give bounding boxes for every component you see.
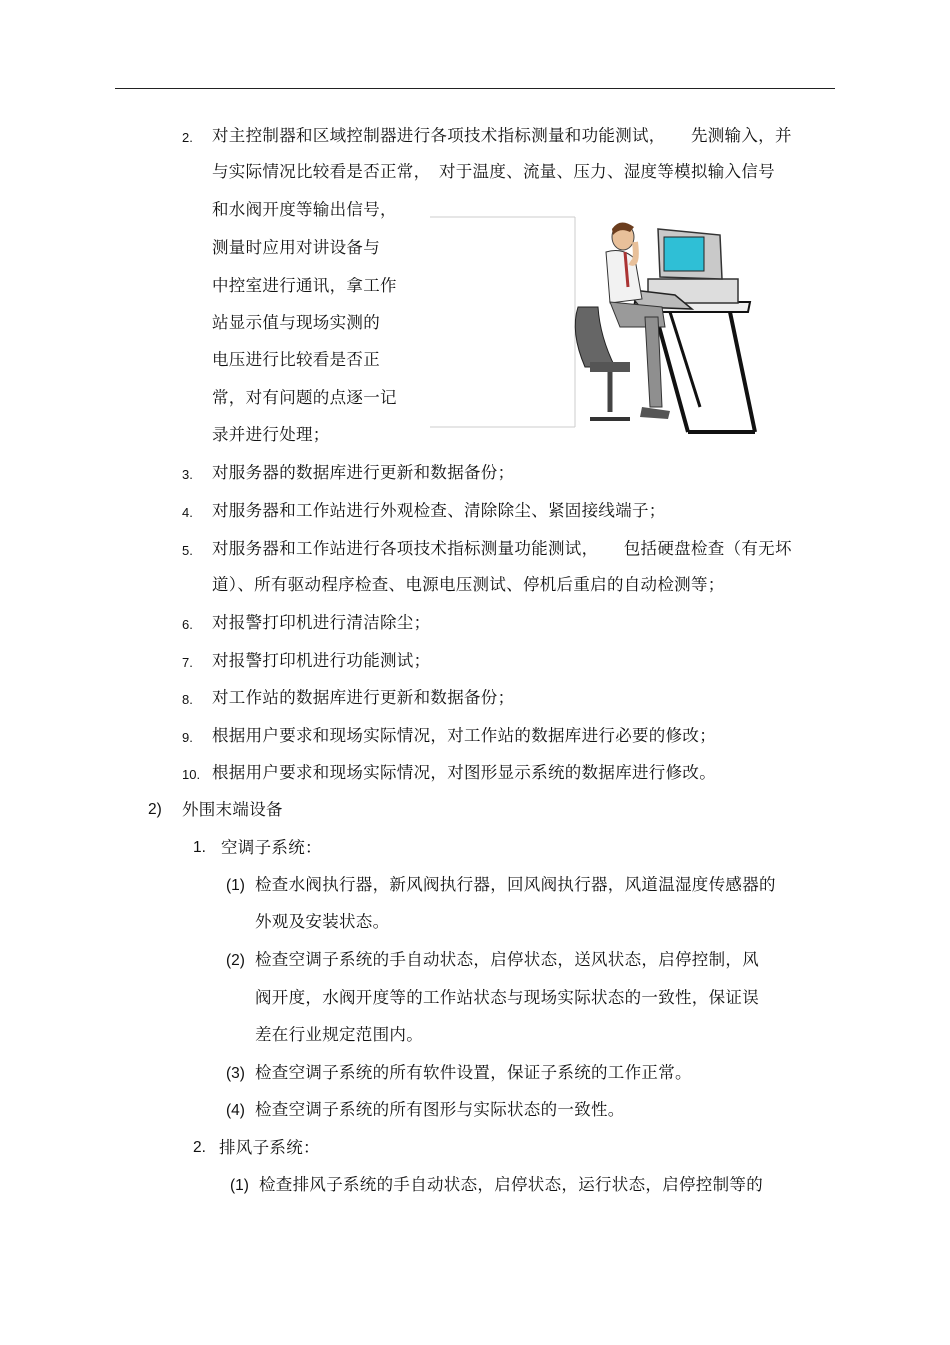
item-text-line: 常，对有问题的点逐一记 [212, 388, 397, 407]
subitem-number: (2) [226, 952, 245, 969]
item-text-line: 根据用户要求和现场实际情况，对图形显示系统的数据库进行修改。 [212, 763, 716, 782]
item-number: 8. [182, 692, 193, 707]
subitem-text-line: 检查空调子系统的所有图形与实际状态的一致性。 [255, 1100, 625, 1119]
subitem-text-line: 差在行业规定范围内。 [255, 1025, 423, 1044]
item-text-line: 测量时应用对讲设备与 [212, 238, 380, 257]
item-text-line: 对服务器的数据库进行更新和数据备份； [212, 463, 515, 482]
item-text-line: 与实际情况比较看是否正常， 对于温度、流量、压力、湿度等模拟输入信号 [212, 162, 775, 181]
item-number: 7. [182, 655, 193, 670]
item-number: 9. [182, 730, 193, 745]
subsection-number: 1. [193, 839, 206, 856]
section-title: 外围末端设备 [182, 800, 283, 819]
item-number: 5. [182, 543, 193, 558]
item-text-line: 对服务器和工作站进行各项技术指标测量功能测试， 包括硬盘检查（有无坏 [212, 539, 792, 558]
item-text-line: 中控室进行通讯，拿工作 [212, 276, 397, 295]
subitem-text-line: 检查排风子系统的手自动状态，启停状态，运行状态，启停控制等的 [259, 1175, 763, 1194]
subitem-text-line: 阀开度，水阀开度等的工作站状态与现场实际状态的一致性，保证误 [255, 988, 759, 1007]
subsection-title: 空调子系统： [221, 838, 322, 857]
subsection-number: 2. [193, 1139, 206, 1156]
item-text-line: 对报警打印机进行清洁除尘； [212, 613, 431, 632]
subitem-text-line: 检查空调子系统的手自动状态，启停状态，送风状态，启停控制，风 [255, 950, 759, 969]
subsection-title: 排风子系统： [219, 1138, 320, 1157]
item-number: 6. [182, 617, 193, 632]
item-text-line: 对报警打印机进行功能测试； [212, 651, 431, 670]
item-number: 10. [182, 767, 201, 782]
item-text-line: 根据用户要求和现场实际情况，对工作站的数据库进行必要的修改； [212, 726, 716, 745]
section-number: 2) [148, 801, 162, 818]
subitem-number: (4) [226, 1102, 245, 1119]
item-text-line: 站显示值与现场实测的 [212, 313, 380, 332]
item-text-line: 对工作站的数据库进行更新和数据备份； [212, 688, 515, 707]
office-worker-illustration [430, 207, 760, 437]
item-text-line: 录并进行处理； [212, 425, 330, 444]
item-number: 3. [182, 467, 193, 482]
item-number: 2. [182, 130, 193, 145]
item-text-line: 对服务器和工作站进行外观检查、清除除尘、紧固接线端子； [212, 501, 666, 520]
item-text-line: 对主控制器和区域控制器进行各项技术指标测量和功能测试， 先测输入，并 [212, 126, 792, 145]
subitem-text-line: 外观及安装状态。 [255, 912, 390, 931]
subitem-number: (1) [226, 877, 245, 894]
header-rule [115, 88, 835, 89]
subitem-number: (3) [226, 1065, 245, 1082]
item-text-line: 电压进行比较看是否正 [212, 350, 380, 369]
item-text-line: 道）、所有驱动程序检查、电源电压测试、停机后重启的自动检测等； [212, 575, 725, 594]
subitem-text-line: 检查空调子系统的所有软件设置，保证子系统的工作正常。 [255, 1063, 692, 1082]
subitem-number: (1) [230, 1177, 249, 1194]
item-text-line: 和水阀开度等输出信号， [212, 200, 397, 219]
subitem-text-line: 检查水阀执行器，新风阀执行器，回风阀执行器，风道温湿度传感器的 [255, 875, 776, 894]
item-number: 4. [182, 505, 193, 520]
